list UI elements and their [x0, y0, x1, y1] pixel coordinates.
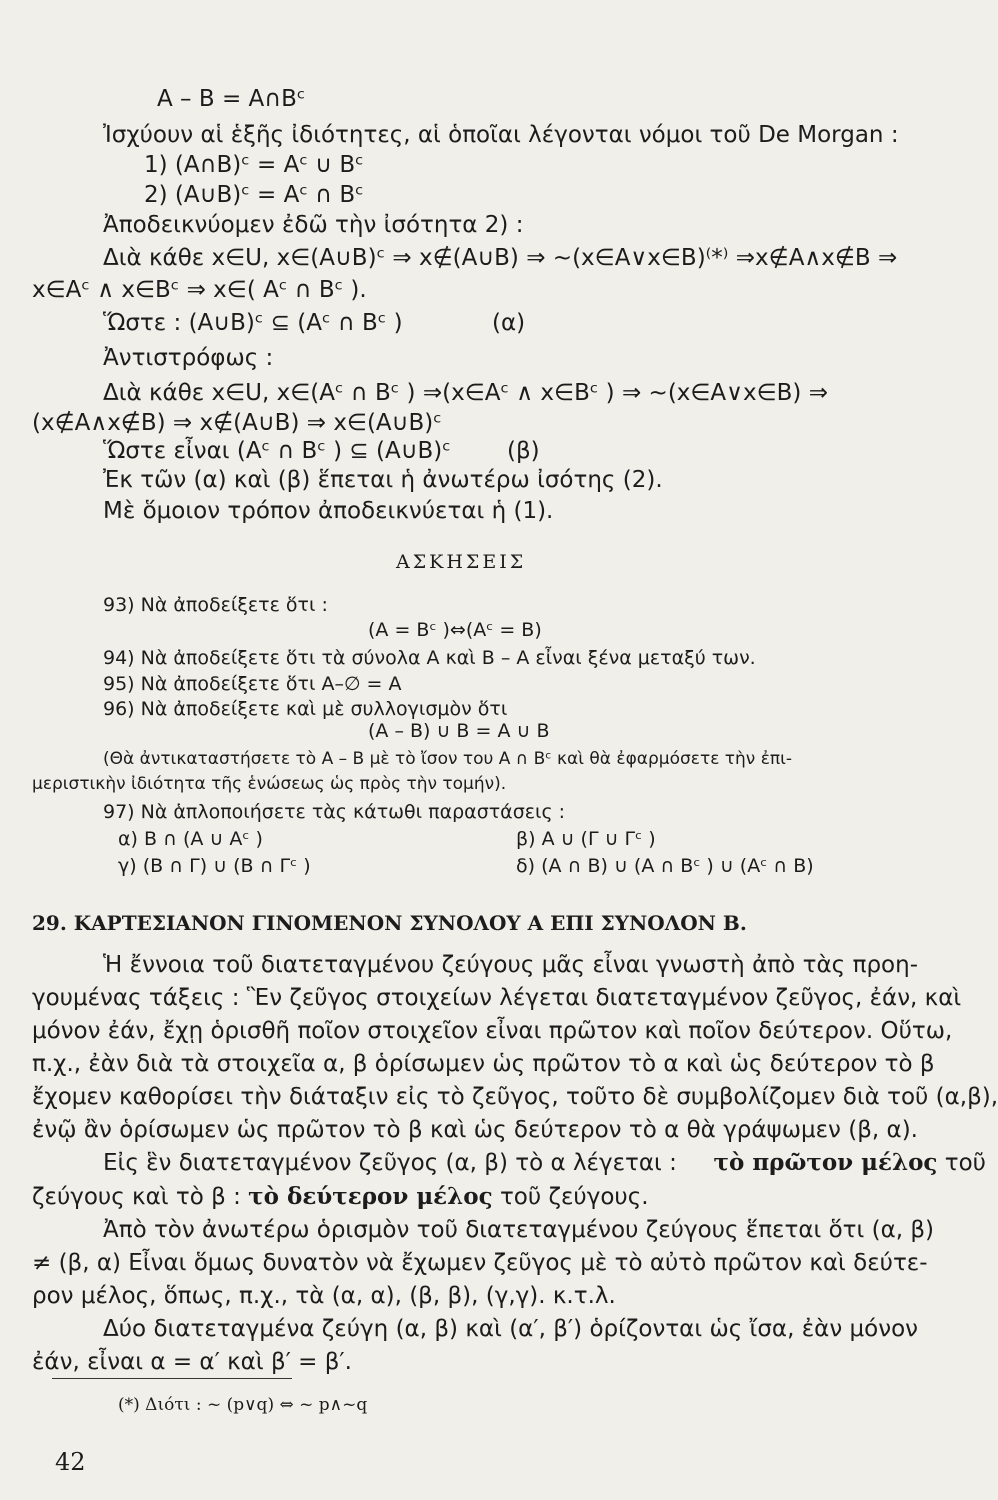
proof-line-1: Διὰ κάθε x∈U, x∈(A∪B)ᶜ ⇒ x∉(A∪B) ⇒ ~(x∈A∨x∈B)⁽*⁾ ⇒x∉A∧x∉B ⇒ — [103, 245, 898, 271]
label-beta: (β) — [507, 438, 540, 464]
exercises-heading: ΑΣΚΗΣΕΙΣ — [396, 551, 527, 573]
section-para-line-4: π.χ., ἐὰν διὰ τὰ στοιχεῖα α, β ὁρίσωμεν ὡς πρῶτον τὸ α καὶ ὡς δεύτερον τὸ β — [32, 1051, 935, 1077]
converse-line-2: (x∉A∧x∉B) ⇒ x∉(A∪B) ⇒ x∈(A∪B)ᶜ — [32, 410, 442, 436]
converse-heading: Ἀντιστρόφως : — [103, 345, 274, 371]
second-member-term: τὸ δεύτερον μέλος — [248, 1183, 493, 1210]
second-member-sentence — [32, 1182, 649, 1212]
exercise-93-formula: (A = Bᶜ )⇔(Aᶜ = B) — [368, 619, 542, 641]
proof-intro: Ἀποδεικνύομεν ἐδῶ τὴν ἰσότητα 2) : — [103, 212, 524, 238]
label-alpha: (α) — [492, 310, 526, 336]
de-morgan-law-2: 2) (A∪B)ᶜ = Aᶜ ∩ Bᶜ — [144, 182, 364, 208]
section-para-line-10: ≠ (β, α) Εἶναι ὅμως δυνατὸν νὰ ἔχωμεν ζεῦγος μὲ τὸ αὐτὸ πρῶτον καὶ δεύτε- — [32, 1250, 928, 1276]
exercise-96-hint-line-2: μεριστικὴν ἰδιότητα τῆς ἑνώσεως ὡς πρὸς τὴν τομήν). — [32, 774, 507, 794]
exercise-96-formula: (A – B) ∪ B = A ∪ B — [368, 720, 550, 742]
de-morgan-law-1: 1) (A∩B)ᶜ = Aᶜ ∪ Bᶜ — [144, 152, 364, 178]
section-para-line-6: ἐνῷ ἂν ὁρίσωμεν ὡς πρῶτον τὸ β καὶ ὡς δεύτερον τὸ α θὰ γράψωμεν (β, α). — [32, 1117, 918, 1143]
section-para-line-5: ἔχομεν καθορίσει τὴν διάταξιν εἰς τὸ ζεῦγος, τοῦτο δὲ συμβολίζομεν διὰ τοῦ (α,β), — [32, 1084, 998, 1110]
de-morgan-intro: Ἰσχύουν αἱ ἑξῆς ἰδιότητες, αἱ ὁποῖαι λέγονται νόμοι τοῦ De Morgan : — [103, 122, 899, 148]
exercise-97-b: β) A ∪ (Γ ∪ Γᶜ ) — [516, 828, 656, 850]
second-member-lead: ζεύγους καὶ τὸ β : — [32, 1184, 241, 1210]
exercise-95: 95) Νὰ ἀποδείξετε ὅτι A–∅ = A — [103, 673, 402, 695]
exercise-97-c: γ) (B ∩ Γ) ∪ (B ∩ Γᶜ ) — [118, 855, 311, 877]
section-para-line-11: ρον μέλος, ὅπως, π.χ., τὰ (α, α), (β, β), (γ,γ). κ.τ.λ. — [32, 1283, 616, 1309]
section-para-line-2: γουμένας τάξεις : Ἓν ζεῦγος στοιχείων λέγεται διατεταγμένον ζεῦγος, ἐάν, καὶ — [32, 985, 962, 1011]
section-para-line-3: μόνον ἐάν, ἔχῃ ὁρισθῆ ποῖον στοιχεῖον εἶναι πρῶτον καὶ ποῖον δεύτερον. Οὕτω, — [32, 1018, 953, 1044]
set-difference-formula: A – B = A∩Bᶜ — [157, 86, 306, 112]
exercise-96-hint-line-1: (Θὰ ἀντικαταστήσετε τὸ A – B μὲ τὸ ἴσον του A ∩ Bᶜ καὶ θὰ ἐφαρμόσετε τὴν ἐπι- — [103, 749, 793, 769]
exercise-97-d: δ) (A ∩ B) ∪ (A ∩ Bᶜ ) ∪ (Aᶜ ∩ B) — [516, 855, 814, 877]
proof-conclusion-beta: Ὥστε εἶναι (Aᶜ ∩ Bᶜ ) ⊆ (A∪B)ᶜ — [103, 438, 451, 464]
proof-similar: Μὲ ὅμοιον τρόπον ἀποδεικνύεται ἡ (1). — [103, 498, 554, 524]
exercise-93: 93) Νὰ ἀποδείξετε ὅτι : — [103, 594, 328, 616]
section-para-line-9: Ἀπὸ τὸν ἀνωτέρω ὁρισμὸν τοῦ διατεταγμένου ζεύγους ἕπεται ὅτι (α, β) — [103, 1217, 934, 1243]
first-member-lead: Εἰς ἓν διατεταγμένον ζεῦγος (α, β) τὸ α λέγεται : — [103, 1150, 677, 1176]
exercise-94: 94) Νὰ ἀποδείξετε ὅτι τὰ σύνολα A καὶ B – A εἶναι ξένα μεταξύ των. — [103, 647, 756, 669]
first-member-sentence — [103, 1148, 986, 1178]
converse-line-1: Διὰ κάθε x∈U, x∈(Aᶜ ∩ Bᶜ ) ⇒(x∈Aᶜ ∧ x∈Bᶜ ) ⇒ ~(x∈A∨x∈B) ⇒ — [103, 380, 828, 406]
exercise-97-a: α) B ∩ (A ∪ Aᶜ ) — [118, 828, 263, 850]
exercise-96: 96) Νὰ ἀποδείξετε καὶ μὲ συλλογισμὸν ὅτι — [103, 698, 508, 720]
section-title: 29. ΚΑΡΤΕΣΙΑΝΟΝ ΓΙΝΟΜΕΝΟΝ ΣΥΝΟΛΟΥ Α ΕΠΙ ΣΥΝΟΛΟΝ Β. — [32, 911, 747, 935]
footnote-rule — [52, 1378, 292, 1379]
section-para-line-1: Ἡ ἔννοια τοῦ διατεταγμένου ζεύγους μᾶς εἶναι γνωστὴ ἀπὸ τὰς προη- — [103, 952, 918, 978]
proof-result: Ἐκ τῶν (α) καὶ (β) ἕπεται ἡ ἀνωτέρω ἰσότης (2). — [103, 467, 663, 493]
first-member-tail: τοῦ — [944, 1150, 986, 1176]
footnote: (*) Διότι : ~ (p∨q) ⇔ ~ p∧~q — [118, 1395, 368, 1415]
section-para-line-12: Δύο διατεταγμένα ζεύγη (α, β) καὶ (α′, β′) ὁρίζονται ὡς ἴσα, ἐὰν μόνον — [103, 1316, 918, 1342]
second-member-tail: τοῦ ζεύγους. — [499, 1184, 649, 1210]
page-number: 42 — [55, 1448, 86, 1476]
section-para-line-13: ἐάν, εἶναι α = α′ καὶ β′ = β′. — [32, 1349, 352, 1375]
first-member-term: τὸ πρῶτον μέλος — [713, 1149, 938, 1176]
proof-conclusion-alpha: Ὥστε : (A∪B)ᶜ ⊆ (Aᶜ ∩ Bᶜ ) — [103, 310, 403, 336]
exercise-97: 97) Νὰ ἁπλοποιήσετε τὰς κάτωθι παραστάσεις : — [103, 801, 566, 823]
proof-line-2: x∈Aᶜ ∧ x∈Bᶜ ⇒ x∈( Aᶜ ∩ Bᶜ ). — [32, 277, 367, 303]
